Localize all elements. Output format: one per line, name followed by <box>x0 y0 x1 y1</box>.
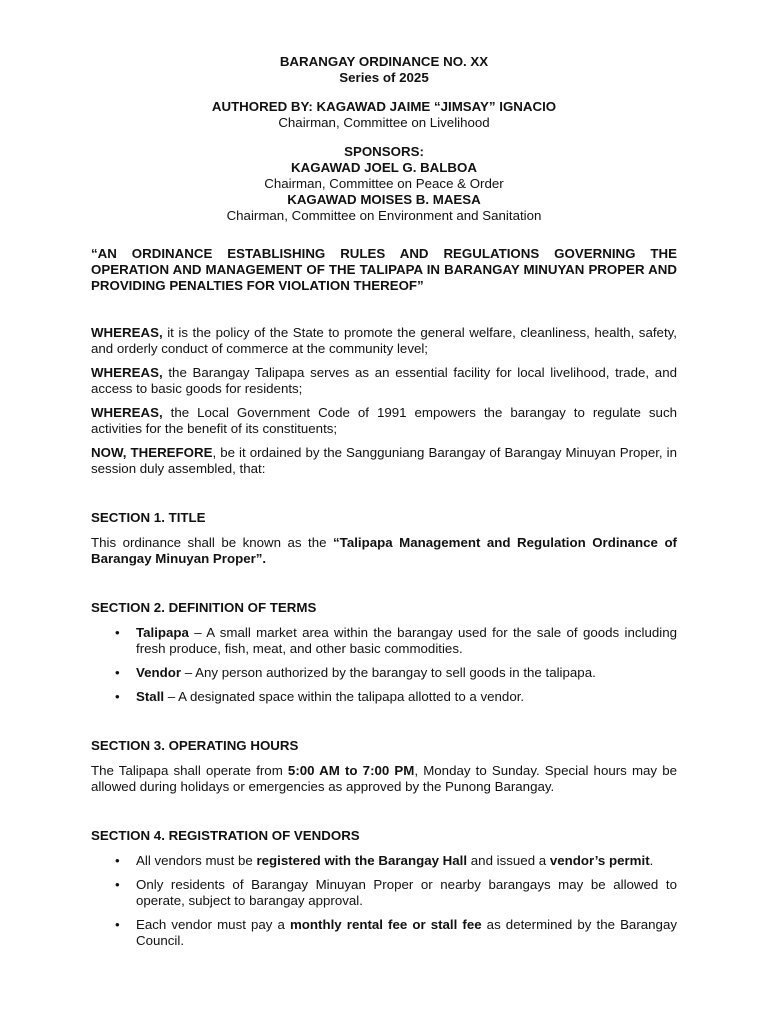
list-item: • All vendors must be registered with the Barangay Hall and issued a vendor’s permit. <box>91 853 677 869</box>
ordinance-title: “AN ORDINANCE ESTABLISHING RULES AND REGULATIONS GOVERNING THE OPERATION AND MANAGEMENT OF THE TALIPAPA IN BARANGAY MINUYAN PROPER AND PROVIDING PENALTIES FOR VIOLATION THEREOF” <box>91 246 677 293</box>
section-4-heading: SECTION 4. REGISTRATION OF VENDORS <box>91 828 360 843</box>
term: Stall <box>136 689 165 704</box>
section-3-heading: SECTION 3. OPERATING HOURS <box>91 738 299 753</box>
whereas-clause <box>91 325 677 357</box>
registration-list <box>91 853 677 949</box>
term: Talipapa <box>136 625 189 640</box>
ordinance-number: BARANGAY ORDINANCE NO. XX <box>279 54 489 69</box>
whereas-clause <box>91 365 677 397</box>
clause-text: it is the policy of the State to promote the general welfare, cleanliness, health, safety, and orderly conduct of commerce at the community level; <box>91 325 677 356</box>
document-header <box>91 54 677 224</box>
whereas-clause <box>91 405 677 437</box>
section-2-heading: SECTION 2. DEFINITION OF TERMS <box>91 600 317 615</box>
definitions-list <box>91 625 677 705</box>
whereas-clauses <box>91 325 677 477</box>
definition: – Any person authorized by the barangay to sell goods in the talipapa. <box>181 665 596 680</box>
list-item <box>91 625 677 657</box>
term: Vendor <box>136 665 182 680</box>
section-3-text: The Talipapa shall operate from 5:00 AM to 7:00 PM, Monday to Sunday. Special hours may be allowed during holidays or emergencies as approved by the Punong Barangay. <box>91 763 677 794</box>
section-1-heading: SECTION 1. TITLE <box>91 510 206 525</box>
ordinance-series: Series of 2025 <box>339 70 429 85</box>
section-3 <box>91 738 677 795</box>
clause-lead: WHEREAS, <box>91 365 163 380</box>
sponsors-label: SPONSORS: <box>344 144 424 159</box>
clause-lead: WHEREAS, <box>91 405 163 420</box>
definition: – A designated space within the talipapa allotted to a vendor. <box>164 689 525 704</box>
operating-hours: 5:00 AM to 7:00 PM <box>287 763 415 778</box>
list-item: • Only residents of Barangay Minuyan Proper or nearby barangays may be allowed to operate, subject to barangay approval. <box>91 877 677 909</box>
clause-lead: NOW, THEREFORE <box>91 445 213 460</box>
section-1-text: This ordinance shall be known as the “Talipapa Management and Regulation Ordinance of Barangay Minuyan Proper”. <box>91 535 677 566</box>
author-line: AUTHORED BY: KAGAWAD JAIME “JIMSAY” IGNACIO <box>211 99 557 114</box>
ordinance-short-title: “Talipapa Management and Regulation Ordinance of Barangay Minuyan Proper”. <box>91 535 677 566</box>
sponsor-1-name: KAGAWAD JOEL G. BALBOA <box>291 160 477 175</box>
clause-text: the Barangay Talipapa serves as an essential facility for local livelihood, trade, and access to basic goods for residents; <box>91 365 677 396</box>
definition: – A small market area within the barangay used for the sale of goods including fresh produce, fish, meat, and other basic commodities. <box>136 625 677 656</box>
clause-text: the Local Government Code of 1991 empowers the barangay to regulate such activities for the benefit of its constituents; <box>91 405 677 436</box>
sponsor-2-name: KAGAWAD MOISES B. MAESA <box>287 192 481 207</box>
now-therefore-clause <box>91 445 677 477</box>
section-1 <box>91 510 677 567</box>
list-item <box>91 665 677 681</box>
list-item: • Each vendor must pay a monthly rental fee or stall fee as determined by the Barangay Council. <box>91 917 677 949</box>
author-role: Chairman, Committee on Livelihood <box>278 115 490 130</box>
section-2 <box>91 600 677 705</box>
clause-text: , be it ordained by the Sangguniang Barangay of Barangay Minuyan Proper, in session duly assembled, that: <box>91 445 677 476</box>
sponsor-2-role: Chairman, Committee on Environment and Sanitation <box>226 208 542 223</box>
clause-lead: WHEREAS, <box>91 325 163 340</box>
list-item <box>91 689 677 705</box>
sponsor-1-role: Chairman, Committee on Peace & Order <box>264 176 504 191</box>
section-4 <box>91 828 677 949</box>
